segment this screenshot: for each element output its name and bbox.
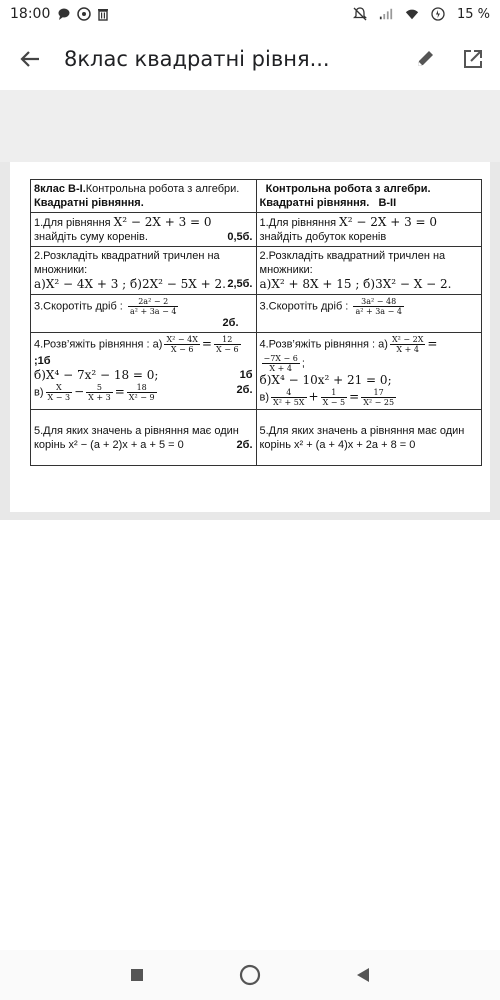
system-nav-bar	[0, 950, 500, 1000]
task1-right-question: знайдіть добуток коренів	[259, 231, 387, 243]
table-row	[31, 410, 482, 466]
task1-left-text: 1.Для рівняння	[34, 217, 111, 229]
task2-right-expressions: а)X² + 8X + 15 ; б)3X² − X − 2.	[259, 277, 452, 291]
table-row	[31, 333, 482, 410]
table-row	[31, 213, 482, 247]
header-right-title: Контрольна робота з алгебри.	[265, 183, 431, 195]
task2-left-points: 2,5б.	[227, 278, 253, 290]
task2-right-text: 2.Розкладіть квадратний тричлен на множники:	[259, 250, 446, 276]
task3-right	[256, 295, 482, 333]
task4-left-points-c: 2б.	[236, 384, 253, 396]
task4-left-frac2: $\frac{12}{X - 6}$	[215, 335, 239, 354]
status-bar	[0, 0, 500, 28]
header-left-title: Контрольна робота з алгебри.	[85, 183, 240, 195]
document-title: 8клас квадратні рівня...	[64, 47, 330, 71]
task3-left	[31, 295, 257, 333]
header-left-topic: Квадратні рівняння.	[34, 197, 144, 209]
task4-left-points-b: 1б	[239, 369, 253, 381]
task1-left	[31, 213, 257, 247]
task1-left-question: знайдіть суму коренів.	[34, 231, 148, 243]
task4-left: 4.Розв’яжіть рівняння : а) $\frac{\text{X² − 4X}}{X - 6}$ = $\frac{12}{X - 6}$ ;1б б)X⁴ − 7x² − 18 = 0; 1б в) $\frac{X}{X - 3}$ − $\frac{5}{X + 3}$ = $\frac{18}{\text{X² − 9}}$ 2б.	[31, 333, 257, 410]
task2-left-text: 2.Розкладіть квадратний тричлен на множники:	[34, 250, 220, 276]
header-left-class: 8клас В-І.	[34, 183, 86, 195]
status-time: 18:00	[10, 6, 51, 22]
task4-left-text: 4.Розв’яжіть рівняння : а)	[34, 338, 163, 351]
task4-left-b: б)X⁴ − 7x² − 18 = 0;	[34, 368, 159, 382]
header-right	[256, 180, 482, 213]
task1-right-equation: X² − 2X + 3 = 0	[339, 215, 438, 229]
task5-left-equation: корінь x² − (a + 2)x + a + 5 = 0	[34, 439, 184, 451]
location-icon	[77, 7, 91, 21]
task5-left-points: 2б.	[236, 439, 253, 451]
header-left	[31, 180, 257, 213]
task5-right-equation: корінь x² + (a + 4)x + 2a + 8 = 0	[259, 439, 416, 451]
task1-right-text: 1.Для рівняння	[259, 217, 337, 229]
header-right-topic: Квадратні рівняння.	[259, 197, 370, 209]
task3-right-text: 3.Скоротіть дріб :	[259, 300, 349, 313]
task5-left	[31, 410, 257, 466]
task5-right-text: 5.Для яких значень а рівняння має один	[259, 425, 465, 437]
battery-icon	[431, 7, 445, 21]
table-row	[31, 247, 482, 295]
pencil-icon[interactable]	[410, 44, 440, 74]
recent-apps-icon[interactable]	[122, 960, 152, 990]
app-bar	[0, 28, 500, 90]
wifi-icon	[405, 7, 419, 21]
task2-left-expressions: а)X² − 4X + 3 ; б)2X² − 5X + 2.	[34, 277, 226, 291]
task3-right-fraction: $\frac{\text{3a² − 48}}{\text{a² + 3a − 4}}$	[355, 297, 402, 316]
app-bar-actions	[410, 44, 488, 74]
chat-icon	[58, 7, 72, 21]
signal-icon	[379, 7, 393, 21]
document-page	[10, 162, 490, 512]
task2-right	[256, 247, 482, 295]
task1-right	[256, 213, 482, 247]
task4-left-frac1: $\frac{\text{X² − 4X}}{X - 6}$	[166, 335, 198, 354]
task5-right	[256, 410, 482, 466]
task4-right-b: б)X⁴ − 10x² + 21 = 0;	[259, 373, 392, 387]
test-table	[30, 179, 482, 466]
status-right	[353, 7, 490, 22]
header-right-variant: В-ІІ	[378, 197, 397, 209]
trash-icon	[96, 7, 110, 21]
page-gap	[0, 90, 500, 162]
open-external-icon[interactable]	[458, 44, 488, 74]
home-icon[interactable]	[235, 960, 265, 990]
task1-left-equation: X² − 2X + 3 = 0	[113, 215, 212, 229]
task3-left-text: 3.Скоротіть дріб :	[34, 300, 123, 313]
task3-left-points: 2б.	[222, 317, 239, 329]
battery-percent: 15 %	[456, 6, 490, 22]
table-row	[31, 180, 482, 213]
task2-left	[31, 247, 257, 295]
document-viewer[interactable]	[0, 90, 500, 950]
mute-icon	[353, 7, 367, 21]
back-icon[interactable]	[348, 960, 378, 990]
task4-right-text: 4.Розв’яжіть рівняння : а)	[259, 338, 388, 351]
table-row	[31, 295, 482, 333]
task4-left-points-a: ;1б	[34, 355, 51, 367]
task3-left-fraction: $\frac{\text{2a² − 2}}{\text{a² + 3a − 4}}$	[129, 297, 177, 316]
task4-right: 4.Розв’яжіть рівняння : а) $\frac{\text{X² − 2X}}{X + 4}$ = $\frac{-7X - 6}{X + 4}$ ; б)X⁴ − 10x² + 21 = 0; в) $\frac{4}{\text{X² + 5X}}$ + $\frac{1}{X - 5}$ = $\frac{17}{\text{X² − 25}}$	[256, 333, 482, 410]
arrow-left-icon[interactable]	[12, 41, 48, 77]
next-page	[0, 520, 500, 950]
task5-left-text: 5.Для яких значень а рівняння має один	[34, 425, 239, 437]
task1-left-points: 0,5б.	[227, 231, 253, 243]
